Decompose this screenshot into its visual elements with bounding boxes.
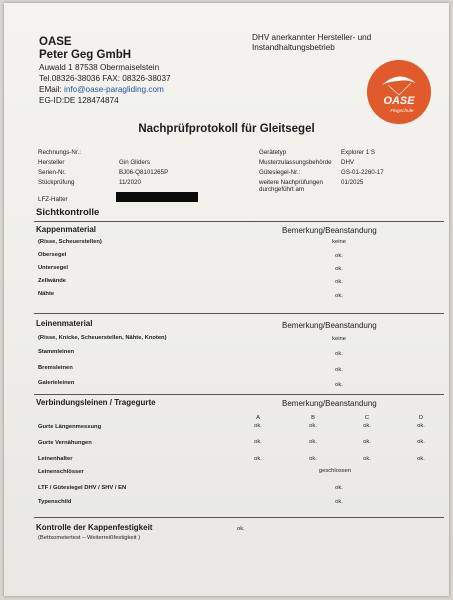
- type-plate-value: ok.: [335, 499, 343, 505]
- column-d-header: D: [418, 415, 424, 421]
- divider: [34, 394, 444, 395]
- logo-word: OASE: [383, 95, 415, 107]
- logo-sub: Flugschule: [390, 109, 414, 114]
- column-a-header: A: [256, 415, 260, 421]
- piece-test-label: Stückprüfung: [38, 179, 75, 186]
- riser-seams-c: ok.: [363, 439, 371, 445]
- riser-length-b: ok.: [309, 423, 317, 429]
- type-plate-label: Typenschild: [38, 499, 72, 505]
- company-block: [39, 36, 171, 106]
- ltf-seal-value: ok.: [335, 485, 343, 491]
- riser-seams-b: ok.: [309, 439, 317, 445]
- cell-walls-label: Zellwände: [38, 278, 67, 284]
- riser-seams-a: ok.: [254, 439, 262, 445]
- further-inspections-label-1: weitere Nachprüfungen: [259, 179, 323, 186]
- further-inspections-label: [259, 179, 323, 193]
- canopy-material-title: Kappenmaterial: [36, 225, 97, 234]
- piece-test-value: 11/2020: [119, 179, 141, 186]
- company-email-label: EMail:: [39, 85, 65, 94]
- brake-lines-value: ok.: [335, 367, 343, 373]
- lower-surface-label: Untersegel: [38, 265, 68, 271]
- company-eg-id: EG-ID:DE 128474874: [39, 96, 119, 105]
- canopy-material-sub: (Risse, Scheuerstellen): [38, 239, 102, 245]
- aircraft-owner-label: LFZ-Halter: [38, 196, 68, 203]
- company-address: Auwald 1 87538 Obermaiselstein: [39, 63, 160, 72]
- line-material-title: Leinenmaterial: [36, 319, 93, 328]
- manufacturer-value: Gin Gliders: [119, 159, 150, 166]
- further-inspections-value: 01/2025: [341, 179, 364, 186]
- riser-length-d: ok.: [417, 423, 425, 429]
- company-email-link[interactable]: info@oase-paragliding.com: [64, 85, 164, 94]
- main-lines-label: Stammleinen: [38, 349, 75, 355]
- riser-length-c: ok.: [363, 423, 371, 429]
- line-holder-label: Leinenhalter: [38, 456, 73, 462]
- redacted-owner-name: [116, 192, 198, 202]
- lower-surface-value: ok.: [335, 266, 343, 272]
- line-remarks-header: Bemerkung/Beanstandung: [282, 321, 377, 330]
- document-title: Nachprüfprotokoll für Gleitsegel: [138, 123, 315, 135]
- serial-number-value: BJ06-Q8101265P: [119, 169, 169, 176]
- approval-authority-value: DHV: [341, 159, 355, 166]
- section-visual-inspection: Sichtkontrolle: [36, 207, 100, 218]
- dhv-note-line-2: Instandhaltungsbetrieb: [252, 43, 335, 52]
- further-inspections-label-2: durchgeführt am: [259, 186, 305, 193]
- dhv-certification-note: [252, 33, 402, 53]
- manufacturer-label: Hersteller: [38, 159, 65, 166]
- quick-links-label: Leinenschlösser: [38, 469, 84, 475]
- dhv-note-line-1: DHV anerkannter Hersteller- und: [252, 33, 372, 42]
- invoice-number-label: Rechnungs-Nr.:: [38, 149, 81, 156]
- line-holder-d: ok.: [417, 456, 425, 462]
- line-holder-a: ok.: [254, 456, 262, 462]
- line-holder-c: ok.: [363, 456, 371, 462]
- riser-length-label: Gurte Längenmessung: [38, 424, 102, 430]
- device-type-label: Gerätetyp: [259, 149, 287, 156]
- protocol-sheet: [4, 3, 449, 596]
- divider: [34, 221, 444, 222]
- seal-number-label: Gütesiegel-Nr.:: [259, 169, 301, 176]
- gallery-lines-value: ok.: [335, 382, 343, 388]
- brake-lines-label: Bremsleinen: [38, 365, 73, 371]
- canopy-strength-title: Kontrolle der Kappenfestigkeit: [36, 523, 153, 532]
- canopy-strength-sub: (Bettsometertest – Weiterreißfestigkeit ): [38, 535, 141, 541]
- approval-authority-label: Musterzulassungsbehörde: [259, 159, 332, 166]
- risers-remarks-header: Bemerkung/Beanstandung: [282, 399, 377, 408]
- riser-seams-d: ok.: [417, 439, 425, 445]
- riser-seams-label: Gurte Vernähungen: [38, 440, 92, 446]
- quick-links-value: geschlossen: [318, 468, 352, 474]
- company-name-1: OASE: [39, 36, 72, 48]
- column-c-header: C: [364, 415, 370, 421]
- divider: [34, 517, 444, 518]
- oase-logo: [366, 59, 432, 125]
- company-email-line: [39, 84, 171, 95]
- seams-value: ok.: [335, 293, 343, 299]
- device-type-value: Explorer 1 S: [341, 149, 376, 156]
- line-remark-none: keine: [332, 336, 346, 342]
- ltf-seal-label: LTF / Gütesiegel DHV / SHV / EN: [38, 485, 127, 491]
- main-lines-value: ok.: [335, 351, 343, 357]
- company-phone: Tel.08326-38036 FAX: 08326-38037: [39, 74, 171, 83]
- gallery-lines-label: Galerieleinen: [38, 380, 75, 386]
- company-name-2: Peter Geg GmbH: [39, 49, 132, 61]
- riser-length-a: ok.: [254, 423, 262, 429]
- divider: [34, 313, 444, 314]
- risers-title: Verbindungsleinen / Tragegurte: [36, 398, 156, 407]
- column-b-header: B: [311, 415, 315, 421]
- seams-label: Nähte: [38, 291, 55, 297]
- seal-number-value: GS-01-2260-17: [341, 169, 384, 176]
- line-holder-b: ok.: [309, 456, 317, 462]
- canopy-remark-none: keine: [332, 239, 346, 245]
- cell-walls-value: ok.: [335, 279, 343, 285]
- canopy-strength-value: ok.: [237, 526, 245, 532]
- line-material-sub: (Risse, Knicke, Scheuerstellen, Nähte, Knoten): [38, 335, 167, 341]
- serial-number-label: Serien-Nr.: [38, 169, 66, 176]
- logo-circle: [367, 60, 431, 124]
- upper-surface-value: ok.: [335, 253, 343, 259]
- upper-surface-label: Obersegel: [38, 252, 67, 258]
- canopy-remarks-header: Bemerkung/Beanstandung: [282, 226, 377, 235]
